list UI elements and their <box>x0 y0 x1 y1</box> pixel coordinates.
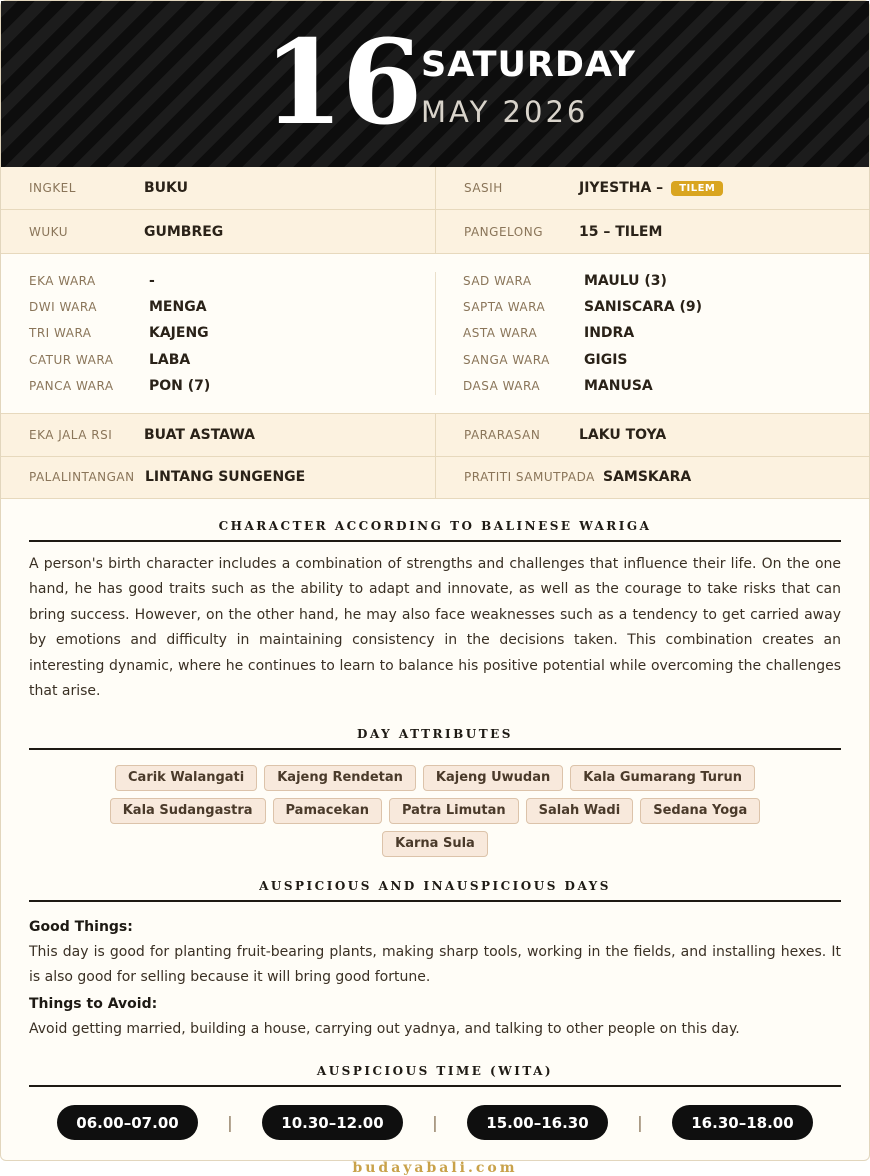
attribute-tag: Carik Walangati <box>115 765 257 791</box>
time-slot: 15.00–16.30 <box>467 1105 608 1140</box>
character-section-title: CHARACTER ACCORDING TO BALINESE WARIGA <box>29 519 841 542</box>
wara-value: LABA <box>149 351 191 368</box>
pangelong-label: PANGELONG <box>464 224 544 239</box>
wuku-cell <box>1 210 435 253</box>
wara-item <box>463 320 869 346</box>
month-year-label: MAY 2026 <box>421 95 589 129</box>
wara-label: TRI WARA <box>29 326 92 341</box>
date-header <box>1 1 869 167</box>
good-things-text: This day is good for planting fruit-bearing plants, making sharp tools, working in the fields, and installing hexes. It is also good for selling because it will bring good fortune. <box>29 943 841 986</box>
days-section-title: AUSPICIOUS AND INAUSPICIOUS DAYS <box>29 879 841 902</box>
wara-value: INDRA <box>584 325 635 342</box>
things-to-avoid-text: Avoid getting married, building a house, carrying out yadnya, and talking to other people on this day. <box>29 1020 740 1037</box>
pararasan-cell <box>435 414 869 456</box>
eka-jala-rsi-cell <box>1 414 435 456</box>
wara-label: DASA WARA <box>463 378 541 393</box>
pararasan-label: PARARASAN <box>464 427 541 442</box>
weekday-label: SATURDAY <box>421 45 636 85</box>
times-section-title: AUSPICIOUS TIME (WITA) <box>29 1064 841 1087</box>
site-footer[interactable]: budayabali.com <box>352 1160 518 1176</box>
attributes-section-title: DAY ATTRIBUTES <box>29 727 841 750</box>
attribute-tag: Kala Sudangastra <box>110 798 266 824</box>
ingkel-cell <box>1 167 435 209</box>
sasih-badge: TILEM <box>671 181 723 196</box>
wara-value: MENGA <box>149 299 207 316</box>
good-things-heading: Good Things: <box>29 918 133 935</box>
wara-item <box>29 268 435 294</box>
palalintangan-value: LINTANG SUNGENGE <box>145 469 306 486</box>
wara-item <box>29 373 435 399</box>
wara-value: KAJENG <box>149 325 209 342</box>
wara-label: ASTA WARA <box>463 326 538 341</box>
pratiti-samutpada-cell <box>435 457 869 498</box>
sasih-label: SASIH <box>464 181 503 195</box>
time-slot: 06.00–07.00 <box>57 1105 198 1140</box>
attribute-tag: Pamacekan <box>273 798 382 824</box>
attribute-tag: Sedana Yoga <box>640 798 760 824</box>
wara-item <box>29 320 435 346</box>
pratiti-samutpada-value: SAMSKARA <box>603 469 692 486</box>
time-separator: | <box>432 1113 438 1133</box>
things-to-avoid-heading: Things to Avoid: <box>29 995 158 1012</box>
pratiti-samutpada-label: PRATITI SAMUTPADA <box>464 470 595 485</box>
wara-item <box>463 294 869 320</box>
wara-item <box>463 347 869 373</box>
wara-label: SANGA WARA <box>463 352 550 367</box>
wara-label: SAD WARA <box>463 274 532 289</box>
wara-item <box>29 294 435 320</box>
eka-jala-rsi-value: BUAT ASTAWA <box>144 426 256 443</box>
attribute-tag: Kala Gumarang Turun <box>570 765 755 791</box>
wara-item <box>463 373 869 399</box>
wara-label: PANCA WARA <box>29 378 114 393</box>
pangelong-cell <box>435 210 869 253</box>
info-row-eka-jala-rsi <box>1 414 869 457</box>
wara-value: PON (7) <box>149 377 211 394</box>
eka-jala-rsi-label: EKA JALA RSI <box>29 427 113 442</box>
attribute-tag: Kajeng Rendetan <box>264 765 416 791</box>
pararasan-value: LAKU TOYA <box>579 426 667 443</box>
time-separator: | <box>637 1113 643 1133</box>
wara-label: EKA WARA <box>29 274 96 289</box>
wara-value: SANISCARA (9) <box>584 299 703 316</box>
time-separator: | <box>227 1113 233 1133</box>
time-slot: 16.30–18.00 <box>672 1105 813 1140</box>
wara-right-column <box>435 268 869 399</box>
wara-value: MAULU (3) <box>584 273 667 290</box>
wara-item <box>29 347 435 373</box>
palalintangan-cell <box>1 457 435 498</box>
wara-left-column <box>1 268 435 399</box>
wara-value: - <box>149 273 155 290</box>
ingkel-value: BUKU <box>144 180 189 196</box>
sasih-value: JIYESTHA – <box>579 180 664 196</box>
attribute-tag: Karna Sula <box>382 831 488 857</box>
attribute-tag: Kajeng Uwudan <box>423 765 563 791</box>
attribute-tag-list <box>61 765 809 857</box>
day-number: 16 <box>263 15 421 151</box>
wara-label: CATUR WARA <box>29 352 114 367</box>
wara-value: MANUSA <box>584 377 653 394</box>
attribute-tag: Salah Wadi <box>526 798 634 824</box>
time-slot: 10.30–12.00 <box>262 1105 403 1140</box>
character-text: A person's birth character includes a combination of strengths and challenges that influence their life. On the one hand, he has good traits such as the ability to adapt and innovate, as well as the courage to take risks that can bring success. However, on the other hand, he may also face weaknesses such as a tendency to get carried away by emotions and difficulty in maintaining consistency in the decisions taken. This combination creates an interesting dynamic, where he continues to learn to balance his positive potential while overcoming the challenges that arise. <box>29 555 841 700</box>
info-row-palalintangan <box>1 457 869 499</box>
time-slot-list <box>57 1105 813 1140</box>
palalintangan-label: PALALINTANGAN <box>29 470 135 485</box>
sasih-cell <box>435 167 869 209</box>
attribute-tag: Patra Limutan <box>389 798 519 824</box>
wara-label: SAPTA WARA <box>463 300 546 315</box>
wara-block <box>1 254 869 414</box>
ingkel-label: INGKEL <box>29 181 76 195</box>
wara-label: DWI WARA <box>29 300 97 315</box>
wara-item <box>463 268 869 294</box>
pangelong-value: 15 – TILEM <box>579 223 663 240</box>
wuku-label: WUKU <box>29 224 68 239</box>
wuku-value: GUMBREG <box>144 223 224 240</box>
info-row-ingkel <box>1 167 869 210</box>
wara-value: GIGIS <box>584 351 628 368</box>
info-row-wuku <box>1 210 869 254</box>
